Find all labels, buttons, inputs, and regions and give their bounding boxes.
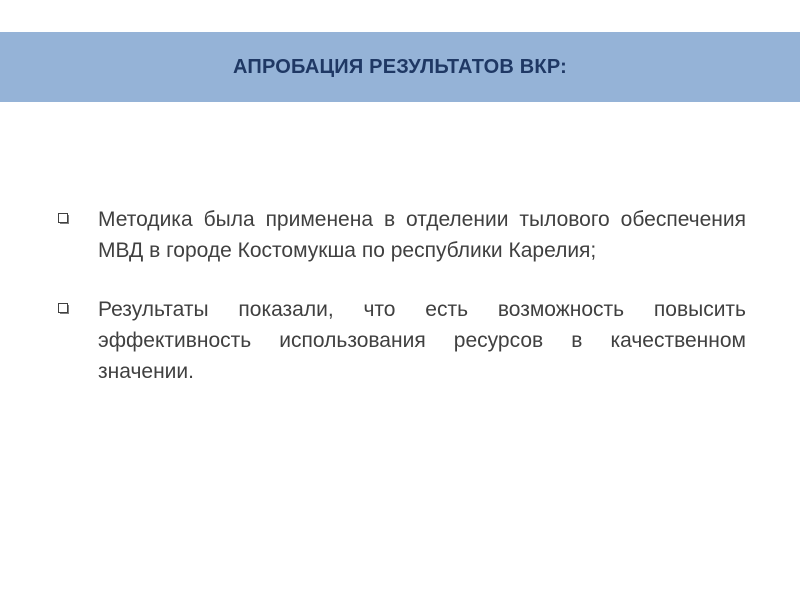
bullet-item [56,294,746,387]
title-bar [0,32,800,102]
checkbox-bullet-icon [58,303,70,315]
bullet-list [56,204,746,415]
slide-title: АПРОБАЦИЯ РЕЗУЛЬТАТОВ ВКР: [233,56,567,78]
bullet-text: Методика была применена в отделении тылового обеспечения МВД в городе Костомукша по республики Карелия; [98,208,746,262]
bullet-item [56,204,746,266]
checkbox-bullet-icon [58,213,70,225]
bullet-text: Результаты показали, что есть возможность повысить эффективность использования ресурсов в качественном значении. [98,298,746,383]
